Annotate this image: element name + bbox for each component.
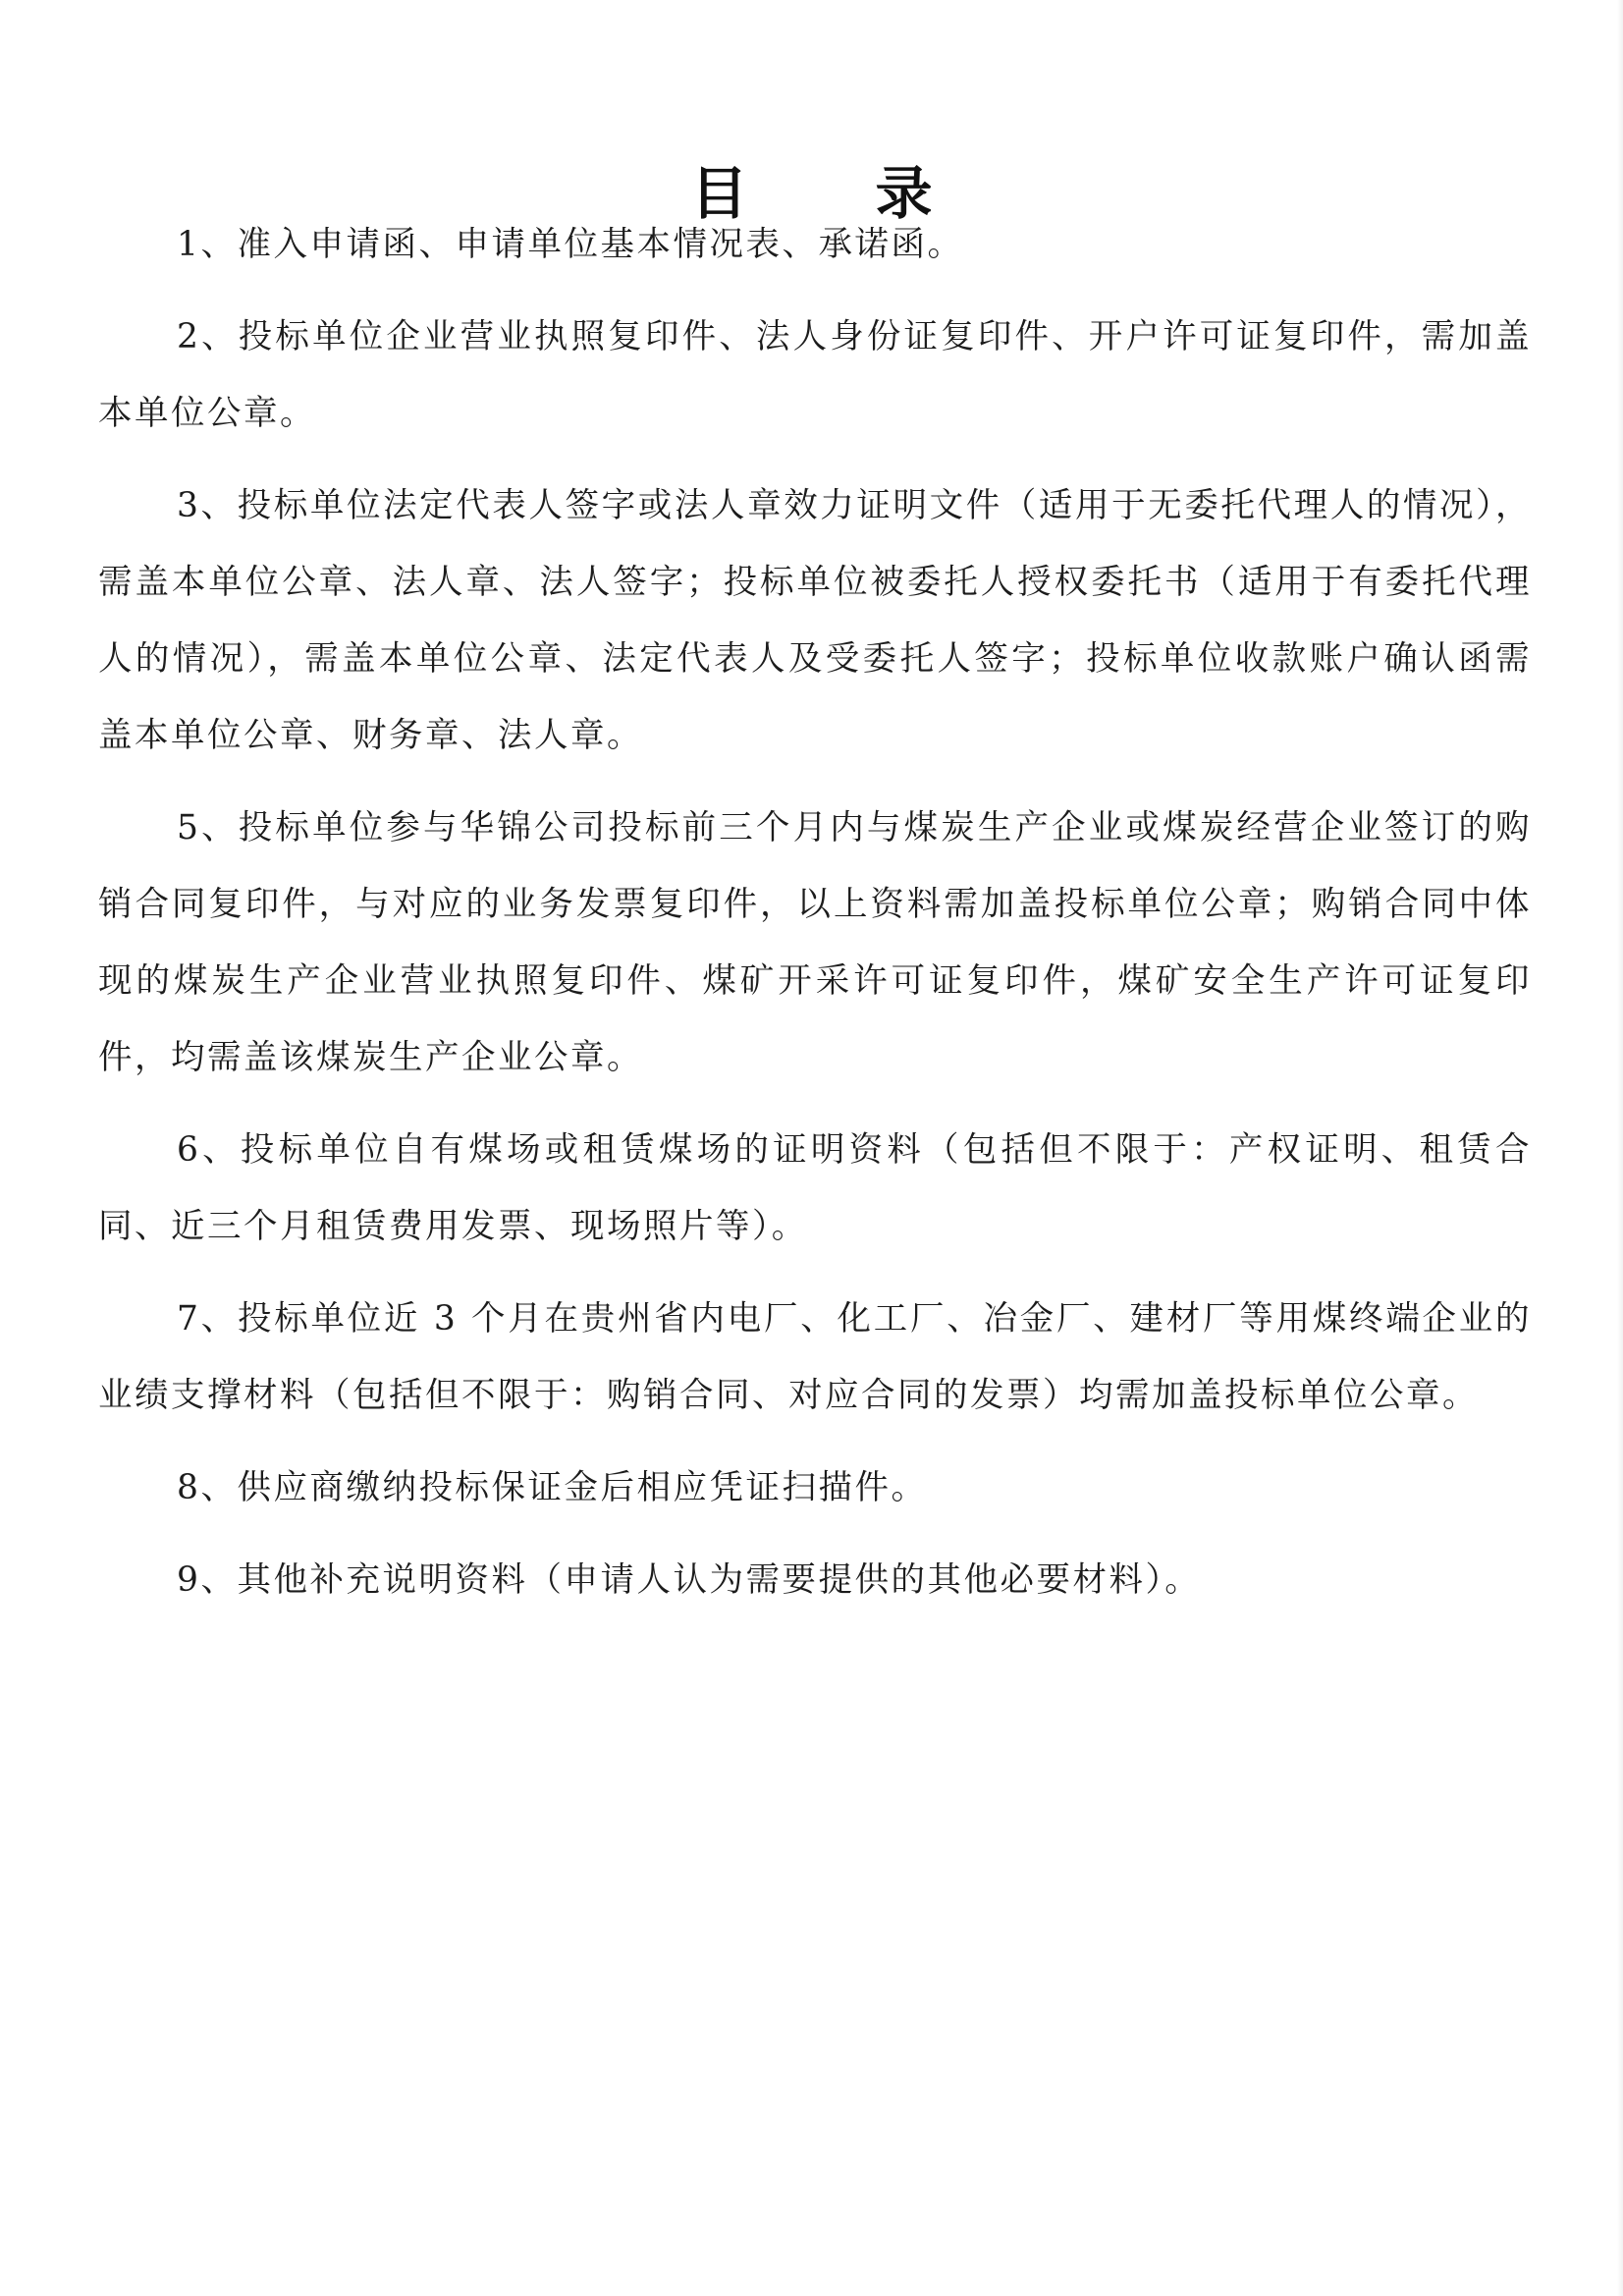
list-item: 2、投标单位企业营业执照复印件、法人身份证复印件、开户许可证复印件，需加盖本单位公章。 <box>98 317 1532 433</box>
list-item: 9、其他补充说明资料（申请人认为需要提供的其他必要材料）。 <box>177 1560 1202 1600</box>
list-item: 5、投标单位参与华锦公司投标前三个月内与煤炭生产企业或煤炭经营企业签订的购销合同复印件，与对应的业务发票复印件，以上资料需加盖投标单位公章；购销合同中体现的煤炭生产企业营业执照复印件、煤矿开采许可证复印件，煤矿安全生产许可证复印件，均需盖该煤炭生产企业公章。 <box>98 808 1532 1077</box>
list-item: 6、投标单位自有煤场或租赁煤场的证明资料（包括但不限于：产权证明、租赁合同、近三个月租赁费用发票、现场照片等）。 <box>98 1130 1532 1246</box>
list-item: 7、投标单位近 3 个月在贵州省内电厂、化工厂、冶金厂、建材厂等用煤终端企业的业绩支撑材料（包括但不限于：购销合同、对应合同的发票）均需加盖投标单位公章。 <box>98 1299 1532 1415</box>
list-item: 3、投标单位法定代表人签字或法人章效力证明文件（适用于无委托代理人的情况），需盖本单位公章、法人章、法人签字；投标单位被委托人授权委托书（适用于有委托代理人的情况），需盖本单位公章、法定代表人及受委托人签字；投标单位收款账户确认函需盖本单位公章、财务章、法人章。 <box>98 486 1532 755</box>
contents-list <box>98 206 1532 1634</box>
list-item: 8、供应商缴纳投标保证金后相应凭证扫描件。 <box>177 1468 928 1507</box>
page-title: 目录 <box>690 159 1060 227</box>
list-item: 1、准入申请函、申请单位基本情况表、承诺函。 <box>177 225 964 264</box>
scan-edge-shadow <box>1617 0 1623 2296</box>
